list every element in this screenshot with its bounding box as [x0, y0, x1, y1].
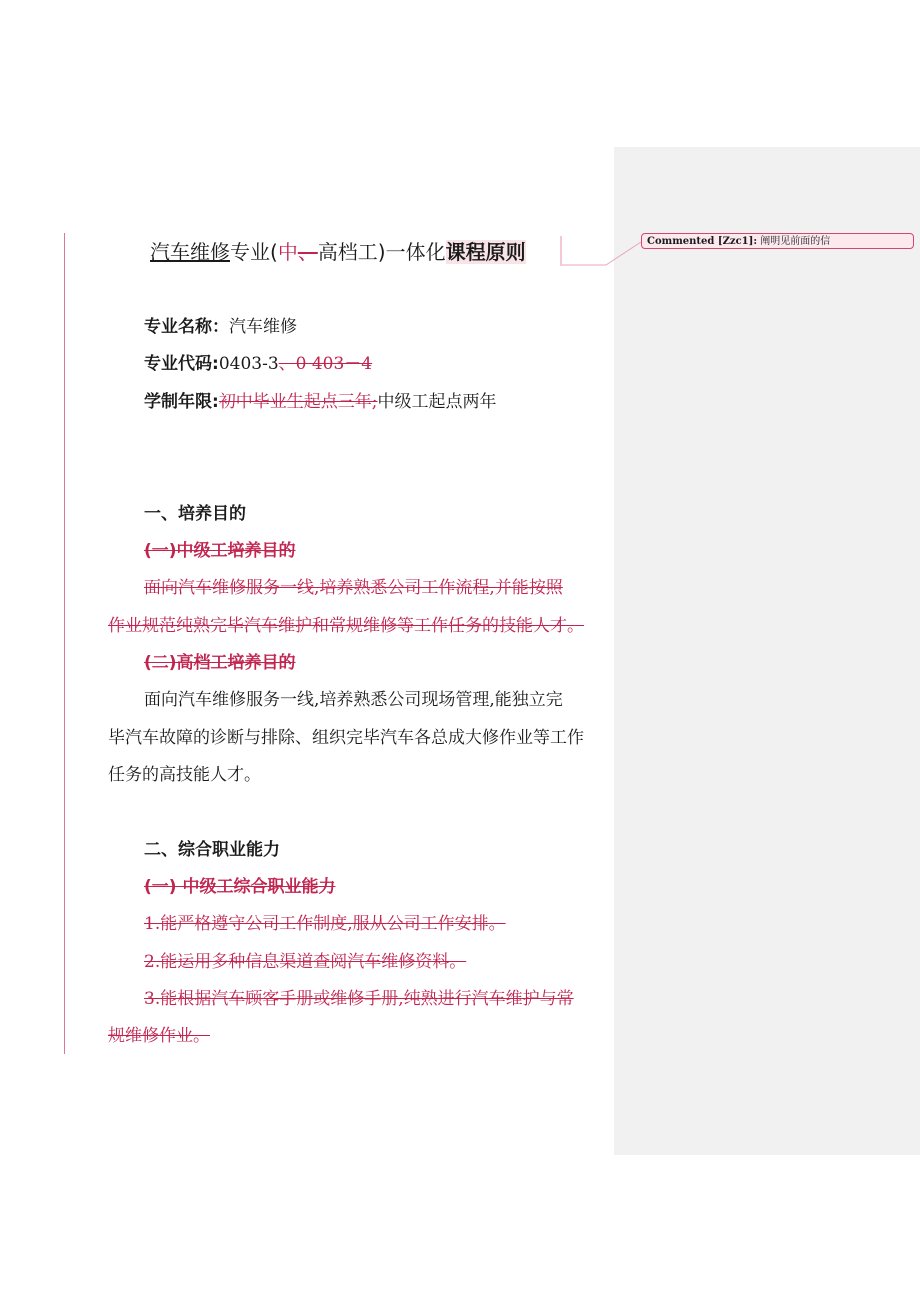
- deleted-list-item: 规维修作业。: [108, 1026, 210, 1046]
- title-part-changed: 中: [277, 240, 298, 264]
- meta-value: 中级工起点两年: [377, 392, 497, 412]
- meta-label: 专业代码:: [144, 354, 219, 374]
- title-part-underlined: 汽车维修: [150, 240, 230, 264]
- meta-label: 学制年限:: [144, 392, 219, 412]
- title-part: 高档工)一体化: [317, 240, 446, 264]
- comment-text: 阐明见前面的信: [760, 236, 831, 247]
- deleted-text: 、0 403－4: [278, 354, 373, 374]
- deleted-list-item: 3.能根据汽车顾客手册或维修手册,纯熟进行汽车维护与常: [144, 989, 574, 1009]
- change-bar: [64, 233, 65, 1054]
- paragraph-line: 面向汽车维修服务一线,培养熟悉公司现场管理,能独立完: [144, 690, 563, 710]
- comment-balloon[interactable]: [641, 233, 914, 249]
- section-heading: 二、综合职业能力: [144, 840, 280, 860]
- document-title: [150, 239, 526, 265]
- deleted-subheading: (二)高档工培养目的: [144, 653, 296, 673]
- paragraph-line: 毕汽车故障的诊断与排除、组织完毕汽车各总成大修作业等工作: [108, 728, 584, 748]
- comment-anchor: [560, 236, 562, 266]
- deleted-subheading: (一)中级工培养目的: [144, 541, 296, 561]
- title-part-deleted: 、: [297, 240, 318, 264]
- paragraph-line: 任务的高技能人才。: [108, 765, 261, 785]
- deleted-list-item: 1.能严格遵守公司工作制度,服从公司工作安排。: [144, 914, 506, 934]
- deleted-text: 初中毕业生起点三年;: [218, 392, 378, 412]
- meta-years-line: [144, 391, 497, 413]
- title-part-commented[interactable]: 课程原则: [445, 240, 526, 264]
- meta-value: 0403-3: [218, 354, 279, 374]
- meta-label: 专业名称：: [144, 317, 229, 337]
- deleted-paragraph-line: 面向汽车维修服务一线,培养熟悉公司工作流程,并能按照: [144, 578, 563, 598]
- title-part: 专业(: [230, 240, 278, 264]
- meta-name-line: [144, 316, 297, 338]
- deleted-subheading: (一) 中级工综合职业能力: [144, 877, 336, 897]
- meta-value: 汽车维修: [229, 317, 297, 337]
- section-heading: 一、培养目的: [144, 504, 246, 524]
- deleted-paragraph-line: 作业规范纯熟完毕汽车维护和常规维修等工作任务的技能人才。: [108, 616, 584, 636]
- deleted-list-item: 2.能运用多种信息渠道查阅汽车维修资料。: [144, 952, 467, 972]
- comment-author: Commented [Zzc1]:: [647, 236, 758, 247]
- meta-code-line: [144, 353, 372, 375]
- comment-pane: [614, 147, 920, 1155]
